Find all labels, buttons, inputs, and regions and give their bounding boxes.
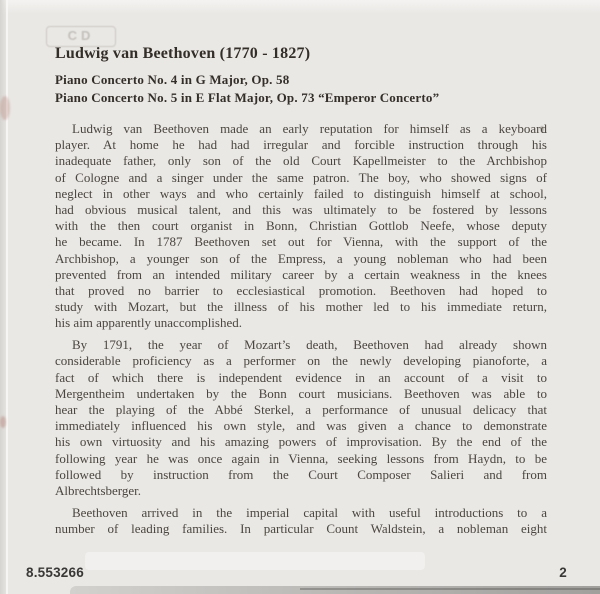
header (55, 44, 555, 107)
text-line: study with Mozart, but the illness of his mother led to his immediate return, (55, 299, 547, 315)
text-line: fact of which there is independent evidence in an account of a visit to (55, 369, 547, 385)
text-line: hear the playing of the Abbé Sterkel, a performance of unusual delicacy that (55, 401, 547, 417)
text-line: immediately influenced his own style, and was given a chance to demonstrate (55, 418, 547, 434)
text-line: player. At home he had had irregular and forcible instruction through his (55, 137, 547, 153)
text-line: number of leading families. In particular Count Waldstein, a nobleman eight (55, 520, 547, 536)
scan-smudge (0, 416, 6, 428)
text-line: Mergentheim undertaken by the Bonn court musicians. Beethoven was able to (55, 385, 547, 401)
page-number: 2 (559, 565, 567, 580)
text-line: considerable proficiency as a performer on the newly developing pianoforte, a (55, 353, 547, 369)
text-line: prevented from an intended military career by a certain weakness in the knees (55, 266, 547, 282)
text-line: By 1791, the year of Mozart’s death, Beethoven had already shown (72, 337, 547, 353)
text-line: his own virtuosity and his amazing powers of improvisation. By the end of the (55, 434, 547, 450)
text-line: with the then court organist in Bonn, Christian Gottlob Neefe, whose deputy (55, 218, 547, 234)
left-edge-crease (6, 0, 8, 594)
text-line: his aim apparently unaccomplished. (55, 315, 243, 331)
paragraph (55, 505, 547, 537)
text-line: Archbishop, a younger son of the Empress, a young nobleman who had been (55, 250, 547, 266)
work-title-1: Piano Concerto No. 4 in G Major, Op. 58 (55, 72, 290, 87)
scan-smudge (0, 96, 10, 120)
text-line: Beethoven arrived in the imperial capital with useful introductions to a (72, 504, 547, 520)
paragraph (55, 121, 547, 332)
text-line: he became. In 1787 Beethoven set out for Vienna, with the support of the (55, 234, 547, 250)
composer-title: Ludwig van Beethoven (1770 - 1827) (55, 45, 311, 62)
text-line: followed by instruction from the Court Composer Salieri and from (55, 466, 547, 482)
work-title-2: Piano Concerto No. 5 in E Flat Major, Op. 73 “Emperor Concerto” (55, 90, 440, 105)
text-line: neglect in other ways and who certainly failed to distinguish himself at school, (55, 185, 547, 201)
text-line: Ludwig van Beethoven made an early reputation for himself as a keyboard (72, 121, 547, 136)
compact-disc-logo-ghost: CD (46, 26, 116, 47)
text-line: Albrechtsberger. (55, 482, 142, 498)
catalog-number: 8.553266 (26, 565, 84, 580)
footer (0, 565, 600, 583)
scan-top-highlight (0, 0, 600, 14)
paragraph (55, 337, 547, 499)
text-line: following year he was once again in Vienna, seeking lessons from Haydn, to be (55, 450, 547, 466)
bottom-scan-line (300, 588, 600, 590)
text-line: had obvious musical talent, and this was ultimately to be fostered by lessons (55, 202, 547, 218)
text-line: of Cologne and a singer under the same patron. The boy, who showed signs of (55, 169, 547, 185)
article-body (55, 121, 547, 543)
text-line: inadequate father, only son of the old Court Kapellmeister to the Archbishop (55, 153, 547, 169)
text-line: that proved no barrier to ecclesiastical promotion. Beethoven had hoped to (55, 283, 547, 299)
